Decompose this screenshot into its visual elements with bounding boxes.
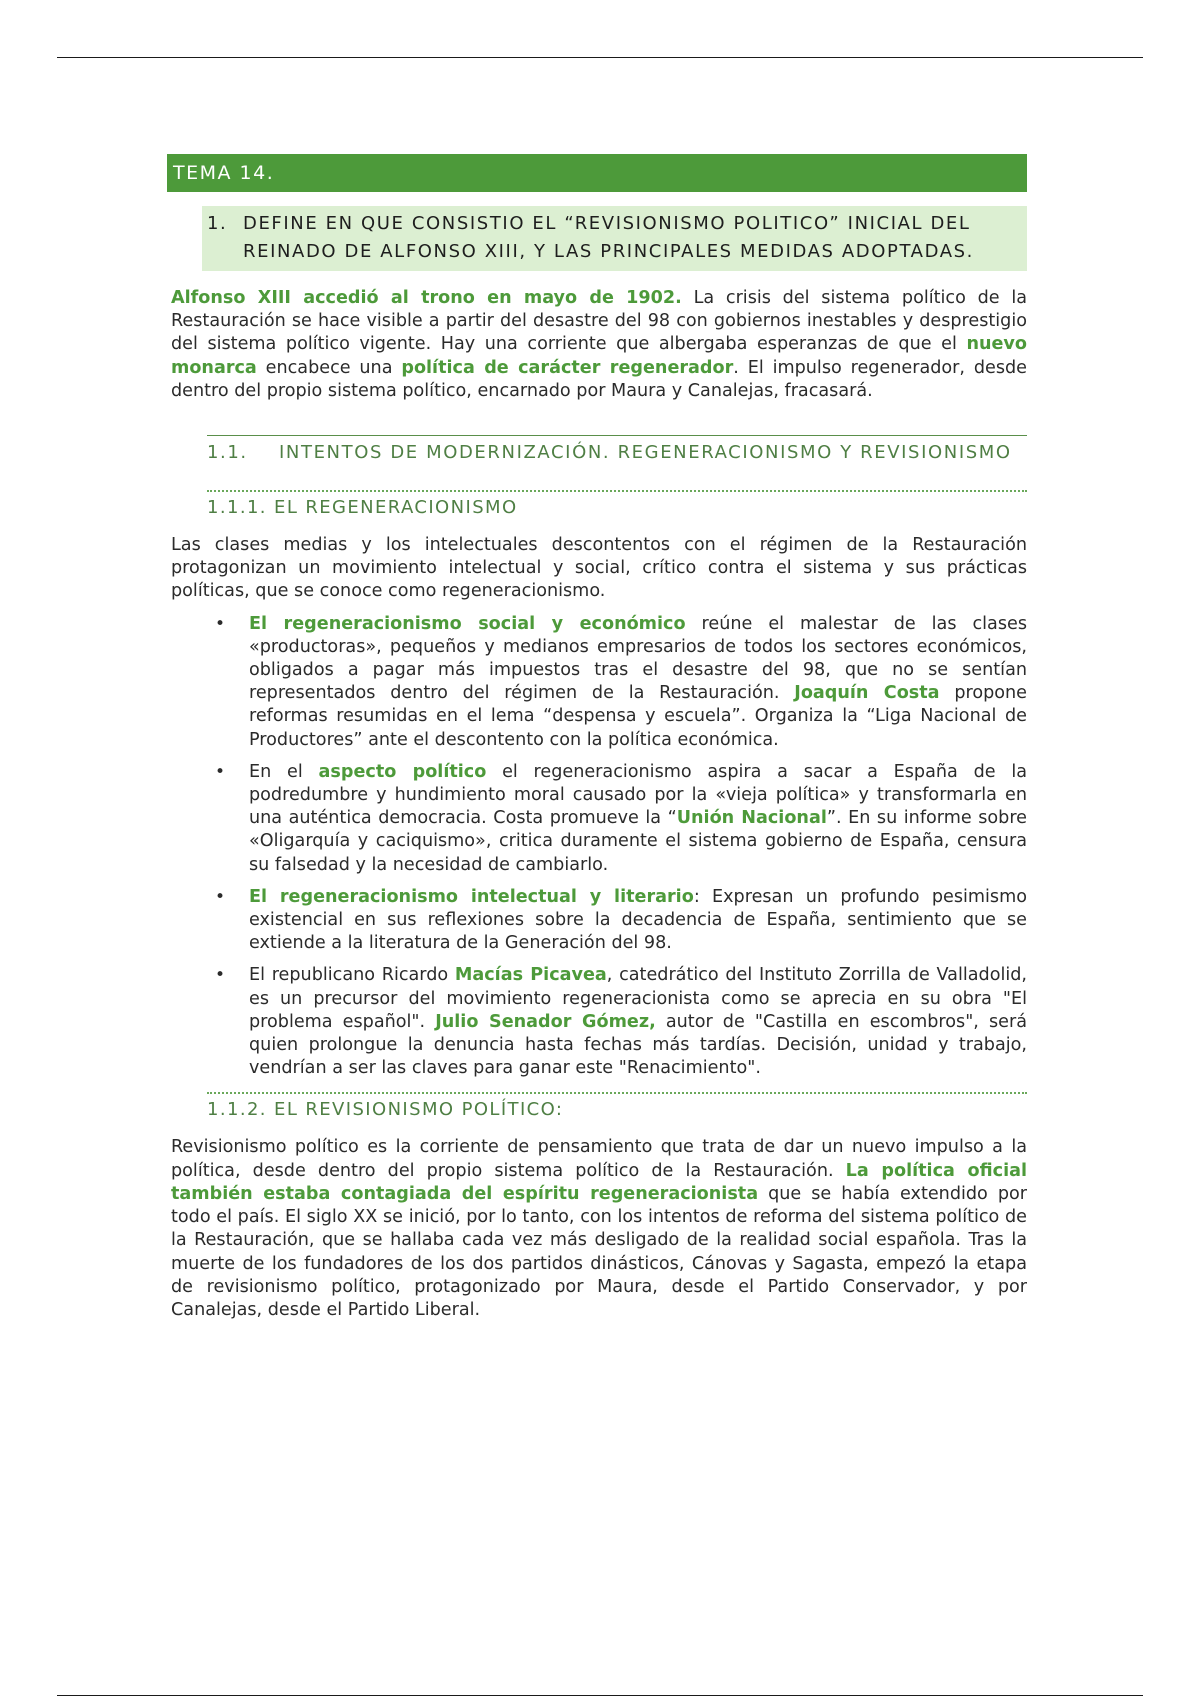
section-1-1-1-heading: [207, 490, 1027, 520]
bullet-icon: •: [215, 886, 226, 907]
bullet-icon: •: [215, 613, 226, 634]
revisionismo-keyword: La política oficial también estaba contagiada del espíritu regeneracionista: [171, 1160, 1028, 1204]
list-item-text: El republicano Ricardo: [249, 965, 455, 986]
section-1-1-1-title: 1.1.1. EL REGENERACIONISMO: [207, 497, 518, 519]
section-1-heading: [202, 206, 1027, 271]
list-item-keyword: Julio Senador Gómez,: [435, 1011, 656, 1032]
section-1-number: 1.: [207, 213, 228, 234]
list-item-text: propone reformas resumidas en el lema “despensa y escuela”. Organiza la “Liga Nacional de Productores” ante el descontento con la política económica.: [249, 683, 1027, 750]
list-item-keyword: El regeneracionismo intelectual y literario: [249, 886, 694, 907]
list-item-keyword: Unión Nacional: [676, 808, 827, 829]
list-item: [215, 964, 1027, 1080]
list-item-text: En el: [249, 761, 319, 782]
list-item: [215, 761, 1027, 877]
list-item-text: ”. En su informe sobre «Oligarquía y caciquismo», critica duramente el sistema gobierno de España, censura su falsedad y la necesidad de cambiarlo.: [249, 808, 1027, 875]
list-item-text: : Expresan un profundo pesimismo existencial en sus reflexiones sobre la decadencia de España, sentimiento que se extiende a la literatura de la Generación del 98.: [249, 886, 1027, 954]
intro-text-1: La crisis del sistema político de la Restauración se hace visible a partir del desastre del 98 con gobiernos inestables y desprestigio del sistema político vigente. Hay una corriente que albergaba esperanzas de que el: [171, 288, 1027, 355]
section-1-title: DEFINE EN QUE CONSISTIO EL “REVISIONISMO POLITICO” INICIAL DEL REINADO DE ALFONSO XIII, Y LAS PRINCIPALES MEDIDAS ADOPTADAS.: [243, 213, 975, 262]
intro-text-3: . El impulso regenerador, desde dentro del propio sistema político, encarnado por Maura y Canalejas, fracasará.: [171, 357, 1028, 401]
topic-title-bar: [167, 154, 1027, 192]
header-rule: [57, 57, 1143, 58]
list-item: [215, 613, 1027, 752]
intro-text-2: encabece una: [256, 357, 402, 378]
intro-keyword-politica: política de carácter regenerador: [401, 357, 734, 378]
bullet-icon: •: [215, 761, 226, 782]
revisionismo-text-1: Revisionismo político es la corriente de pensamiento que trata de dar un nuevo impulso a la política, desde dentro del propio sistema político de la Restauración.: [171, 1137, 1027, 1181]
revisionismo-paragraph: [171, 1136, 1027, 1322]
list-item-text: el regeneracionismo aspira a sacar a España de la podredumbre y hundimiento moral causado por la «vieja política» y transformarla en una auténtica democracia. Costa promueve la “: [249, 761, 1027, 829]
regeneracionismo-list: [167, 613, 1027, 1081]
list-item-text: , catedrático del Instituto Zorrilla de Valladolid, es un precursor del movimiento regeneracionista como se aprecia en su obra "El problema español".: [249, 965, 1027, 1032]
document-body: [167, 154, 1027, 1322]
regeneracionismo-intro: Las clases medias y los intelectuales descontentos con el régimen de la Restauración protagonizan un movimiento intelectual y social, crítico contra el sistema y sus prácticas políticas, que se conoce como regeneracionismo.: [171, 535, 1027, 602]
list-item-keyword: Joaquín Costa: [794, 683, 940, 704]
intro-paragraph: [171, 287, 1027, 403]
list-item-keyword: aspecto político: [318, 761, 487, 782]
section-1-1-number: 1.1.: [207, 442, 248, 464]
bullet-icon: •: [215, 965, 226, 986]
intro-keyword-monarca: nuevo monarca: [171, 334, 1027, 378]
section-1-1-2-heading: [207, 1092, 1027, 1122]
intro-bold-lead: Alfonso XIII accedió al trono en mayo de 1902.: [171, 288, 682, 308]
section-1-1-title: INTENTOS DE MODERNIZACIÓN. REGENERACIONISMO Y REVISIONISMO: [279, 442, 1012, 464]
list-item-text: autor de "Castilla en escombros", será quien prolongue la denuncia hasta fechas más tardías. Decisión, unidad y trabajo, vendrían a ser las claves para ganar este "Renacimiento".: [249, 1011, 1027, 1079]
list-item: [215, 886, 1027, 956]
list-item-keyword: Macías Picavea: [454, 965, 607, 986]
list-item-text: reúne el malestar de las clases «productoras», pequeños y medianos empresarios de todos los sectores económicos, obligados a pagar más impuestos tras el desastre del 98, que no se sentían representados dentro del régimen de la Restauración.: [249, 613, 1027, 704]
section-1-1-2-title: 1.1.2. EL REVISIONISMO POLÍTICO:: [207, 1099, 564, 1121]
footer-rule: [57, 1695, 1143, 1696]
topic-title: TEMA 14.: [173, 162, 275, 184]
section-1-1-heading: [207, 435, 1027, 466]
list-item-keyword: El regeneracionismo social y económico: [249, 613, 686, 634]
revisionismo-text-2: que se había extendido por todo el país. El siglo XX se inició, por lo tanto, con los intentos de reforma del sistema político de la Restauración, que se hallaba cada vez más desligado de la realidad social española. Tras la muerte de los fundadores de los dos partidos dinásticos, Cánovas y Sagasta, empezó la etapa de revisionismo político, protagonizado por Maura, desde el Partido Conservador, y por Canalejas, desde el Partido Liberal.: [171, 1183, 1027, 1320]
